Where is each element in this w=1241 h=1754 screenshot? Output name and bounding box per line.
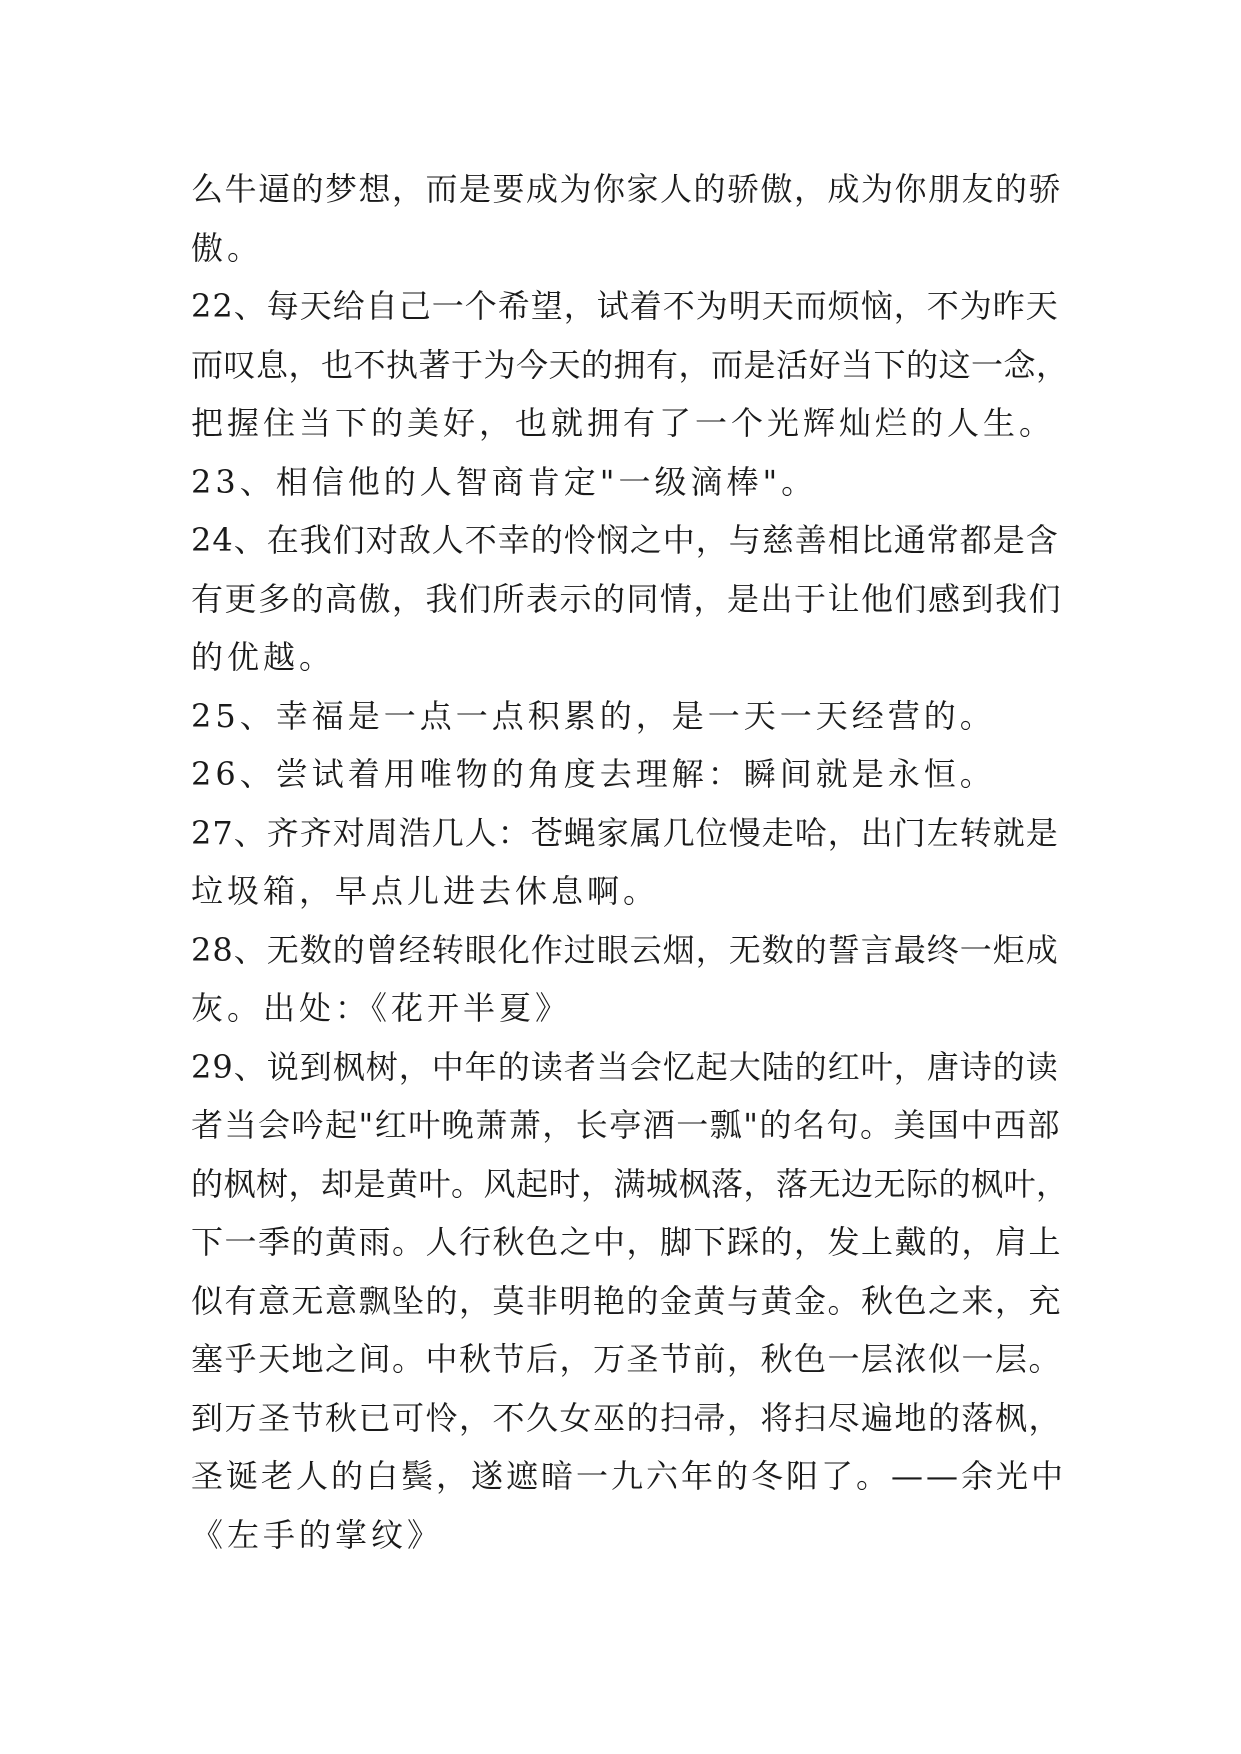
text-line: 25、幸福是一点一点积累的，是一天一天经营的。: [191, 696, 996, 735]
text-line: 26、尝试着用唯物的角度去理解：瞬间就是永恒。: [191, 755, 996, 793]
text-line: 到万圣节秋已可怜，不久女巫的扫帚，将扫尽遍地的落枫，: [191, 1398, 1063, 1437]
text-line: 么牛逼的梦想，而是要成为你家人的骄傲，成为你朋友的骄: [191, 170, 1063, 208]
text-line: 有更多的高傲，我们所表示的同情，是出于让他们感到我们: [191, 579, 1063, 618]
text-line: 圣诞老人的白鬓，遂遮暗一九六年的冬阳了。——余光中: [191, 1457, 1067, 1495]
text-line: 的枫树，却是黄叶。风起时，满城枫落，落无边无际的枫叶，: [191, 1164, 1069, 1203]
text-line: 下一季的黄雨。人行秋色之中，脚下踩的，发上戴的，肩上: [191, 1223, 1063, 1261]
text-line: 28、无数的曾经转眼化作过眼云烟，无数的誓言最终一炬成: [191, 930, 1059, 969]
text-line: 《左手的掌纹》: [191, 1515, 444, 1554]
text-line: 塞乎天地之间。中秋节后，万圣节前，秋色一层浓似一层。: [191, 1340, 1063, 1378]
body-text: [191, 160, 1071, 1564]
text-line: 把握住当下的美好，也就拥有了一个光辉灿烂的人生。: [191, 404, 1056, 442]
text-line: 似有意无意飘坠的，莫非明艳的金黄与黄金。秋色之来，充: [191, 1281, 1063, 1320]
text-line: 的优越。: [191, 638, 336, 676]
text-line: 29、说到枫树，中年的读者当会忆起大陆的红叶，唐诗的读: [191, 1047, 1059, 1086]
text-line: 者当会吟起"红叶晚萧萧，长亭酒一瓢"的名句。美国中西部: [191, 1106, 1061, 1144]
text-line: 27、齐齐对周浩几人：苍蝇家属几位慢走哈，出门左转就是: [191, 813, 1059, 852]
text-line: 灰。出处：《花开半夏》: [191, 989, 572, 1027]
text-line: 而叹息，也不执著于为今天的拥有，而是活好当下的这一念，: [191, 345, 1069, 384]
text-line: 23、相信他的人智商肯定"一级滴棒"。: [191, 462, 818, 501]
text-line: 垃圾箱，早点儿进去休息啊。: [191, 872, 660, 910]
text-line: 傲。: [191, 228, 264, 267]
text-line: 24、在我们对敌人不幸的怜悯之中，与慈善相比通常都是含: [191, 521, 1059, 559]
text-line: 22、每天给自己一个希望，试着不为明天而烦恼，不为昨天: [191, 287, 1059, 325]
